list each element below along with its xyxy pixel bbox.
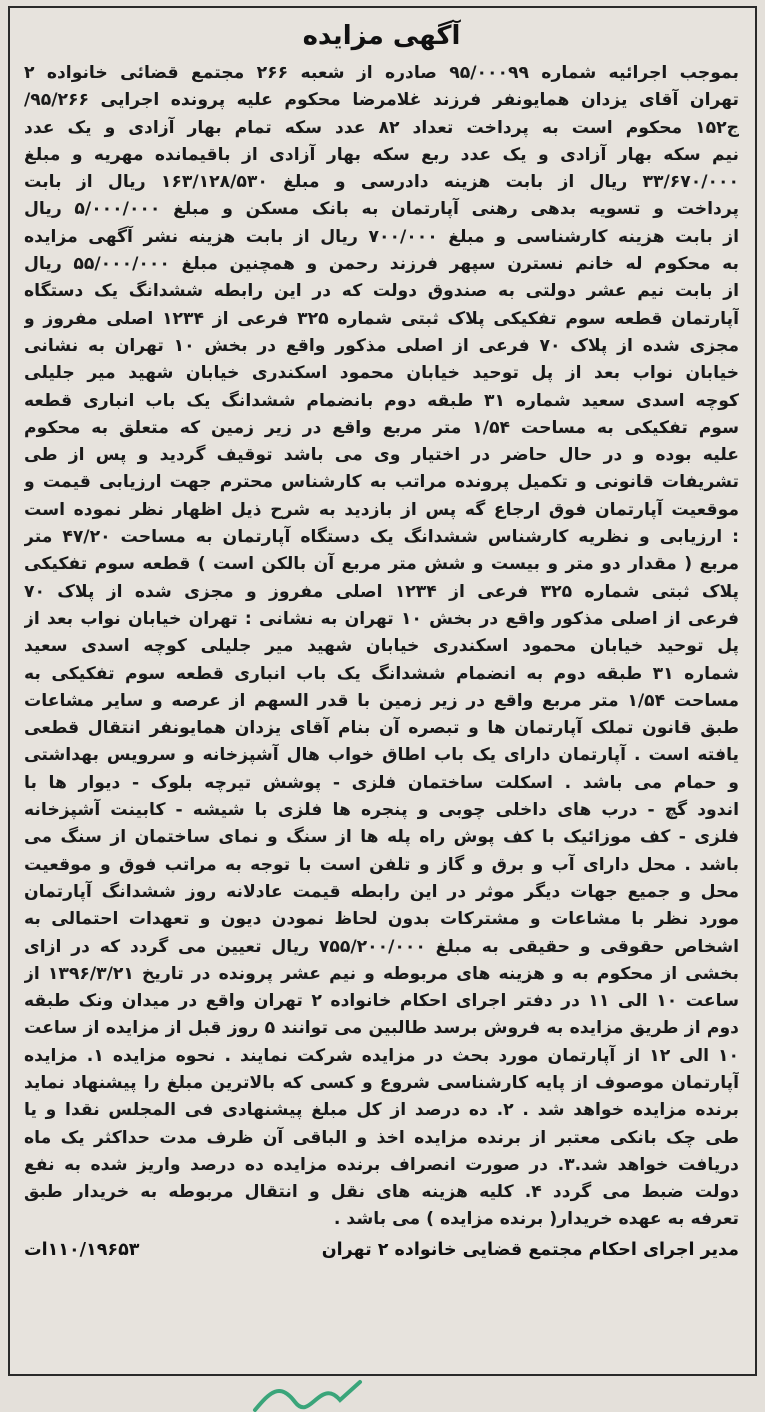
notice-line: پل توحید خیابان محمود اسکندری خیابان شهید میر جلیلی کوچه اسدی سعید xyxy=(24,636,739,657)
notice-line: ۱۰ الی ۱۲ از آپارتمان مورد بحث در مزایده شرکت نمایند . نحوه مزایده ۱. مزایده xyxy=(24,1045,739,1066)
notice-line: بموجب اجرائیه شماره ۹۵/۰۰۰۹۹ صادره از شعبه ۲۶۶ مجتمع قضائی خانواده ۲ xyxy=(24,63,739,83)
notice-line: دریافت خواهد شد.۳. در صورت انصراف برنده مزایده ده درصد واریز شده به نفع xyxy=(24,1154,739,1175)
notice-line: طی چک بانکی معتبر از برنده مزایده اخذ و الباقی آن ظرف مدت حداکثر یک ماه xyxy=(24,1127,739,1148)
notice-frame xyxy=(8,6,757,1376)
notice-code: ۱۱۰/۱۹۶۵۳ات xyxy=(24,1239,140,1260)
notice-title: آگهی مزایده xyxy=(302,21,461,51)
notice-line: پلاک ثبتی شماره ۳۲۵ فرعی از ۱۲۳۴ اصلی مفروز و مجزی شده از پلاک ۷۰ xyxy=(24,581,739,602)
notice-line: برنده مزایده خواهد شد . ۲. ده درصد از کل مبلغ پیشنهادی فی المجلس نقدا و یا xyxy=(24,1100,739,1121)
notice-line: نیم سکه بهار آزادی و یک عدد ربع سکه بهار آزادی از باقیمانده مهریه و مبلغ xyxy=(24,144,739,165)
notice-line: محل و جمیع جهات دیگر موثر در این رابطه قیمت عادلانه روز ششدانگ آپارتمان xyxy=(24,881,739,902)
notice-line: اشخاص حقوقی و حقیقی به مبلغ ۷۵۵/۲۰۰/۰۰۰ ریال تعیین می گردد که در ازای xyxy=(24,936,739,957)
notice-line: به محکوم له خانم نسترن سپهر فرزند رحمن و همچنین مبلغ ۵۵/۰۰۰/۰۰۰ ریال xyxy=(24,254,739,275)
notice-line: آپارتمان قطعه سوم تفکیکی پلاک ثبتی شماره ۳۲۵ فرعی از ۱۲۳۴ اصلی مفروز و xyxy=(24,308,739,329)
notice-line: آپارتمان موصوف از پایه کارشناسی شروع و کسی که بالاترین مبلغ را پیشنهاد نماید xyxy=(24,1072,739,1093)
notice-line: باشد . محل دارای آب و برق و گاز و تلفن است با توجه به مراتب فوق و موقعیت xyxy=(24,854,739,875)
notice-line: : ارزیابی و نظریه کارشناس ششدانگ یک دستگاه آپارتمان به مساحت ۴۷/۲۰ متر xyxy=(24,527,739,548)
notice-line: فلزی - کف موزائیک با کف پوش راه پله ها از سنگ و نمای ساختمان از سنگ می xyxy=(24,827,739,848)
notice-signature: مدیر اجرای احکام مجتمع قضایی خانواده ۲ تهران xyxy=(321,1239,739,1260)
notice-line: سوم تفکیکی به مساحت ۱/۵۴ متر مربع واقع در زیر زمین که متعلق به محکوم xyxy=(24,417,739,438)
notice-line: مربع ( مقدار دو متر و بیست و شش متر مربع آن بالکن است ) قطعه سوم تفکیکی xyxy=(24,554,739,575)
notice-footer xyxy=(24,1236,739,1264)
notice-line: ج۱۵۲ محکوم است به پرداخت تعداد ۸۲ عدد سکه تمام بهار آزادی و یک عدد xyxy=(24,117,739,138)
notice-line: کوچه اسدی سعید شماره ۳۱ طبقه دوم بانضمام ششدانگ یک باب انباری قطعه xyxy=(24,390,739,411)
notice-line: علیه بوده و در حال حاضر در اختیار وی می باشد توقیف گردید و پس از طی xyxy=(24,445,739,466)
green-signature-mark xyxy=(250,1372,370,1412)
notice-line: پرداخت و تسویه بدهی رهنی آپارتمان به بانک مسکن و مبلغ ۵/۰۰۰/۰۰۰ ریال xyxy=(24,199,739,220)
notice-line: تعرفه به عهده خریدار( برنده مزایده ) می باشد . xyxy=(333,1209,739,1230)
notice-line: دوم از طریق مزایده به فروش برسد طالبین می توانند ۵ روز قبل از مزایده از ساعت xyxy=(24,1018,739,1039)
notice-line: بخشی از محکوم به و هزینه های مربوطه و نیم عشر پرونده در تاریخ ۱۳۹۶/۳/۲۱ از xyxy=(24,963,739,984)
notice-line: تشریفات قانونی و تکمیل پرونده مراتب به کارشناس محترم جهت ارزیابی قیمت و xyxy=(24,472,739,493)
notice-line: مورد نظر با مشاعات و مشترکات بدون لحاظ نمودن دیون و تعهدات احتمالی به xyxy=(24,909,739,930)
notice-line: از بابت هزینه کارشناسی و مبلغ ۷۰۰/۰۰۰ ریال از بابت هزینه نشر آگهی مزایده xyxy=(24,226,739,247)
notice-line: مجزی شده از پلاک ۷۰ فرعی از اصلی مذکور واقع در بخش ۱۰ تهران به نشانی xyxy=(24,335,739,356)
notice-line: اندود گچ - درب های داخلی چوبی و پنجره ها فلزی با شیشه - کابینت آشپزخانه xyxy=(24,800,739,821)
notice-line: ساعت ۱۰ الی ۱۱ در دفتر اجرای احکام خانواده ۲ تهران واقع در میدان ونک طبقه xyxy=(24,991,739,1012)
notice-line: دولت ضبط می گردد ۴. کلیه هزینه های نقل و انتقال مربوطه به خریدار طبق xyxy=(24,1182,739,1203)
notice-line: فرعی از اصلی مذکور واقع در بخش ۱۰ تهران به نشانی : تهران خیابان نواب بعد از xyxy=(24,608,739,629)
notice-line: خیابان نواب بعد از پل توحید خیابان محمود اسکندری خیابان شهید میر جلیلی xyxy=(24,363,739,384)
notice-line: تهران آقای یزدان همایونفر فرزند غلامرضا محکوم علیه پرونده اجرایی ۹۵/۲۶۶/ xyxy=(24,90,739,111)
notice-line: ۳۳/۶۷۰/۰۰۰ ریال از بابت هزینه دادرسی و مبلغ ۱۶۳/۱۲۸/۵۳۰ ریال از بابت xyxy=(24,172,739,193)
notice-line: موقعیت آپارتمان فوق ارجاع گه پس از بازدید به شرح ذیل اظهار نظر نموده است xyxy=(24,499,739,520)
notice-line: طبق قانون تملک آپارتمان ها و تبصره آن بنام آقای یزدان همایونفر انتقال قطعی xyxy=(24,718,739,739)
notice-line: شماره ۳۱ طبقه دوم به انضمام ششدانگ یک باب انباری قطعه سوم تفکیکی به xyxy=(24,663,739,684)
notice-line: مساحت ۱/۵۴ متر مربع واقع در زیر زمین با قدر السهم از عرصه و سایر مشاعات xyxy=(24,690,739,711)
notice-line: از بابت نیم عشر دولتی به صندوق دولت که در این رابطه ششدانگ یک دستگاه xyxy=(24,281,739,302)
notice-body xyxy=(24,60,739,1234)
notice-line: یافته است . آپارتمان دارای یک باب اطاق خواب هال آشپزخانه و سرویس بهداشتی xyxy=(24,745,739,766)
notice-line: و حمام می باشد . اسکلت ساختمان فلزی - پوشش تیرچه بلوک - دیوار ها با xyxy=(24,772,739,793)
